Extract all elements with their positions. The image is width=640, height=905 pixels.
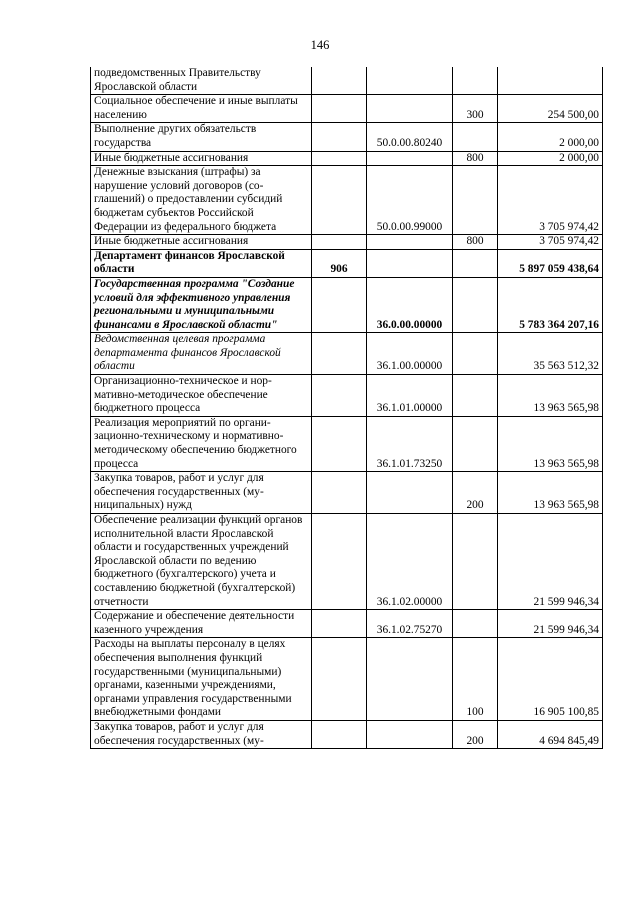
row-department-code-cell [312, 720, 367, 748]
row-name-cell: Реализация мероприятий по организационно-техническому и нормативно-методическому обеспечению бюджетного процесса [91, 416, 312, 471]
row-amount-cell: 2 000,00 [498, 123, 603, 151]
row-name-cell: Организационно-техническое и нормативно-методическое обеспечение бюджетного процесса [91, 375, 312, 417]
row-expense-type-cell [453, 67, 498, 95]
row-department-code-cell [312, 67, 367, 95]
row-amount-cell: 254 500,00 [498, 95, 603, 123]
row-expense-type-cell: 800 [453, 151, 498, 166]
row-amount-cell: 21 599 946,34 [498, 514, 603, 610]
table-row [91, 249, 603, 277]
row-amount-cell: 13 963 565,98 [498, 416, 603, 471]
table-row [91, 514, 603, 610]
row-name-cell: Расходы на выплаты персоналу в целях обеспечения выполнения функций государственными (муниципальными) органами, казенными учреждениями, органами управления государственными внебюджетными фондами [91, 638, 312, 721]
row-name-cell: Обеспечение реализации функций органов исполнительной власти Ярославской области и государственных учреждений Ярославской области по ведению бюджетного (бухгалтерского) учета и составлению бюджетной (бухгалтерской) отчетности [91, 514, 312, 610]
page-number: 146 [310, 38, 330, 52]
row-name-cell: подведомственных Правительству Ярославской области [91, 67, 312, 95]
row-department-code-cell [312, 514, 367, 610]
row-department-code-cell [312, 235, 367, 250]
table-row [91, 166, 603, 235]
row-expense-type-cell [453, 416, 498, 471]
table-row [91, 375, 603, 417]
row-expense-type-cell: 800 [453, 235, 498, 250]
row-target-article-cell [367, 249, 453, 277]
row-expense-type-cell [453, 249, 498, 277]
row-target-article-cell: 36.1.01.00000 [367, 375, 453, 417]
row-amount-cell: 4 694 845,49 [498, 720, 603, 748]
row-name-cell: Департамент финансов Ярославской области [91, 249, 312, 277]
table-row [91, 720, 603, 748]
row-department-code-cell [312, 638, 367, 721]
row-expense-type-cell: 200 [453, 720, 498, 748]
row-expense-type-cell [453, 123, 498, 151]
row-department-code-cell [312, 277, 367, 332]
row-name-cell: Ведомственная целевая программа департамента финансов Ярославской области [91, 333, 312, 375]
row-amount-cell: 35 563 512,32 [498, 333, 603, 375]
row-target-article-cell [367, 95, 453, 123]
row-name-cell: Иные бюджетные ассигнования [91, 235, 312, 250]
row-department-code-cell [312, 166, 367, 235]
row-amount-cell: 3 705 974,42 [498, 235, 603, 250]
row-target-article-cell [367, 67, 453, 95]
row-target-article-cell: 36.1.00.00000 [367, 333, 453, 375]
table-row [91, 235, 603, 250]
row-expense-type-cell [453, 333, 498, 375]
row-department-code-cell [312, 123, 367, 151]
table-row [91, 151, 603, 166]
row-target-article-cell [367, 472, 453, 514]
table-row [91, 123, 603, 151]
row-expense-type-cell: 100 [453, 638, 498, 721]
row-expense-type-cell [453, 610, 498, 638]
row-name-cell: Содержание и обеспечение деятельности казенного учреждения [91, 610, 312, 638]
row-name-cell: Государственная программа "Создание условий для эффективного управления региональными и муниципальными финансами в Ярославской области" [91, 277, 312, 332]
table-row [91, 277, 603, 332]
row-name-cell: Денежные взыскания (штрафы) за нарушение условий договоров (соглашений) о предоставлении субсидий бюджетам субъектов Российской Федерации из федерального бюджета [91, 166, 312, 235]
row-expense-type-cell [453, 514, 498, 610]
row-department-code-cell [312, 151, 367, 166]
row-department-code-cell [312, 472, 367, 514]
table-row [91, 610, 603, 638]
table-row [91, 638, 603, 721]
row-target-article-cell [367, 151, 453, 166]
budget-table [90, 67, 603, 749]
row-department-code-cell [312, 333, 367, 375]
row-amount-cell: 5 783 364 207,16 [498, 277, 603, 332]
row-target-article-cell [367, 235, 453, 250]
row-target-article-cell: 36.1.02.75270 [367, 610, 453, 638]
row-amount-cell: 16 905 100,85 [498, 638, 603, 721]
row-amount-cell: 13 963 565,98 [498, 472, 603, 514]
row-expense-type-cell: 200 [453, 472, 498, 514]
table-row [91, 67, 603, 95]
table-row [91, 416, 603, 471]
row-expense-type-cell [453, 166, 498, 235]
row-amount-cell: 5 897 059 438,64 [498, 249, 603, 277]
row-department-code-cell [312, 610, 367, 638]
row-target-article-cell: 36.0.00.00000 [367, 277, 453, 332]
table-row [91, 95, 603, 123]
budget-table-body [91, 67, 603, 749]
row-amount-cell [498, 67, 603, 95]
row-expense-type-cell: 300 [453, 95, 498, 123]
row-target-article-cell [367, 720, 453, 748]
row-name-cell: Социальное обеспечение и иные выплаты населению [91, 95, 312, 123]
row-target-article-cell: 36.1.02.00000 [367, 514, 453, 610]
row-expense-type-cell [453, 277, 498, 332]
row-name-cell: Закупка товаров, работ и услуг для обеспечения государственных (му- [91, 720, 312, 748]
row-name-cell: Выполнение других обязательств государства [91, 123, 312, 151]
row-name-cell: Закупка товаров, работ и услуг для обеспечения государственных (муниципальных) нужд [91, 472, 312, 514]
row-department-code-cell: 906 [312, 249, 367, 277]
row-department-code-cell [312, 416, 367, 471]
row-expense-type-cell [453, 375, 498, 417]
row-target-article-cell: 36.1.01.73250 [367, 416, 453, 471]
row-amount-cell: 13 963 565,98 [498, 375, 603, 417]
row-name-cell: Иные бюджетные ассигнования [91, 151, 312, 166]
row-amount-cell: 2 000,00 [498, 151, 603, 166]
table-row [91, 472, 603, 514]
row-target-article-cell: 50.0.00.80240 [367, 123, 453, 151]
row-target-article-cell [367, 638, 453, 721]
row-department-code-cell [312, 95, 367, 123]
row-target-article-cell: 50.0.00.99000 [367, 166, 453, 235]
row-department-code-cell [312, 375, 367, 417]
row-amount-cell: 21 599 946,34 [498, 610, 603, 638]
table-row [91, 333, 603, 375]
row-amount-cell: 3 705 974,42 [498, 166, 603, 235]
